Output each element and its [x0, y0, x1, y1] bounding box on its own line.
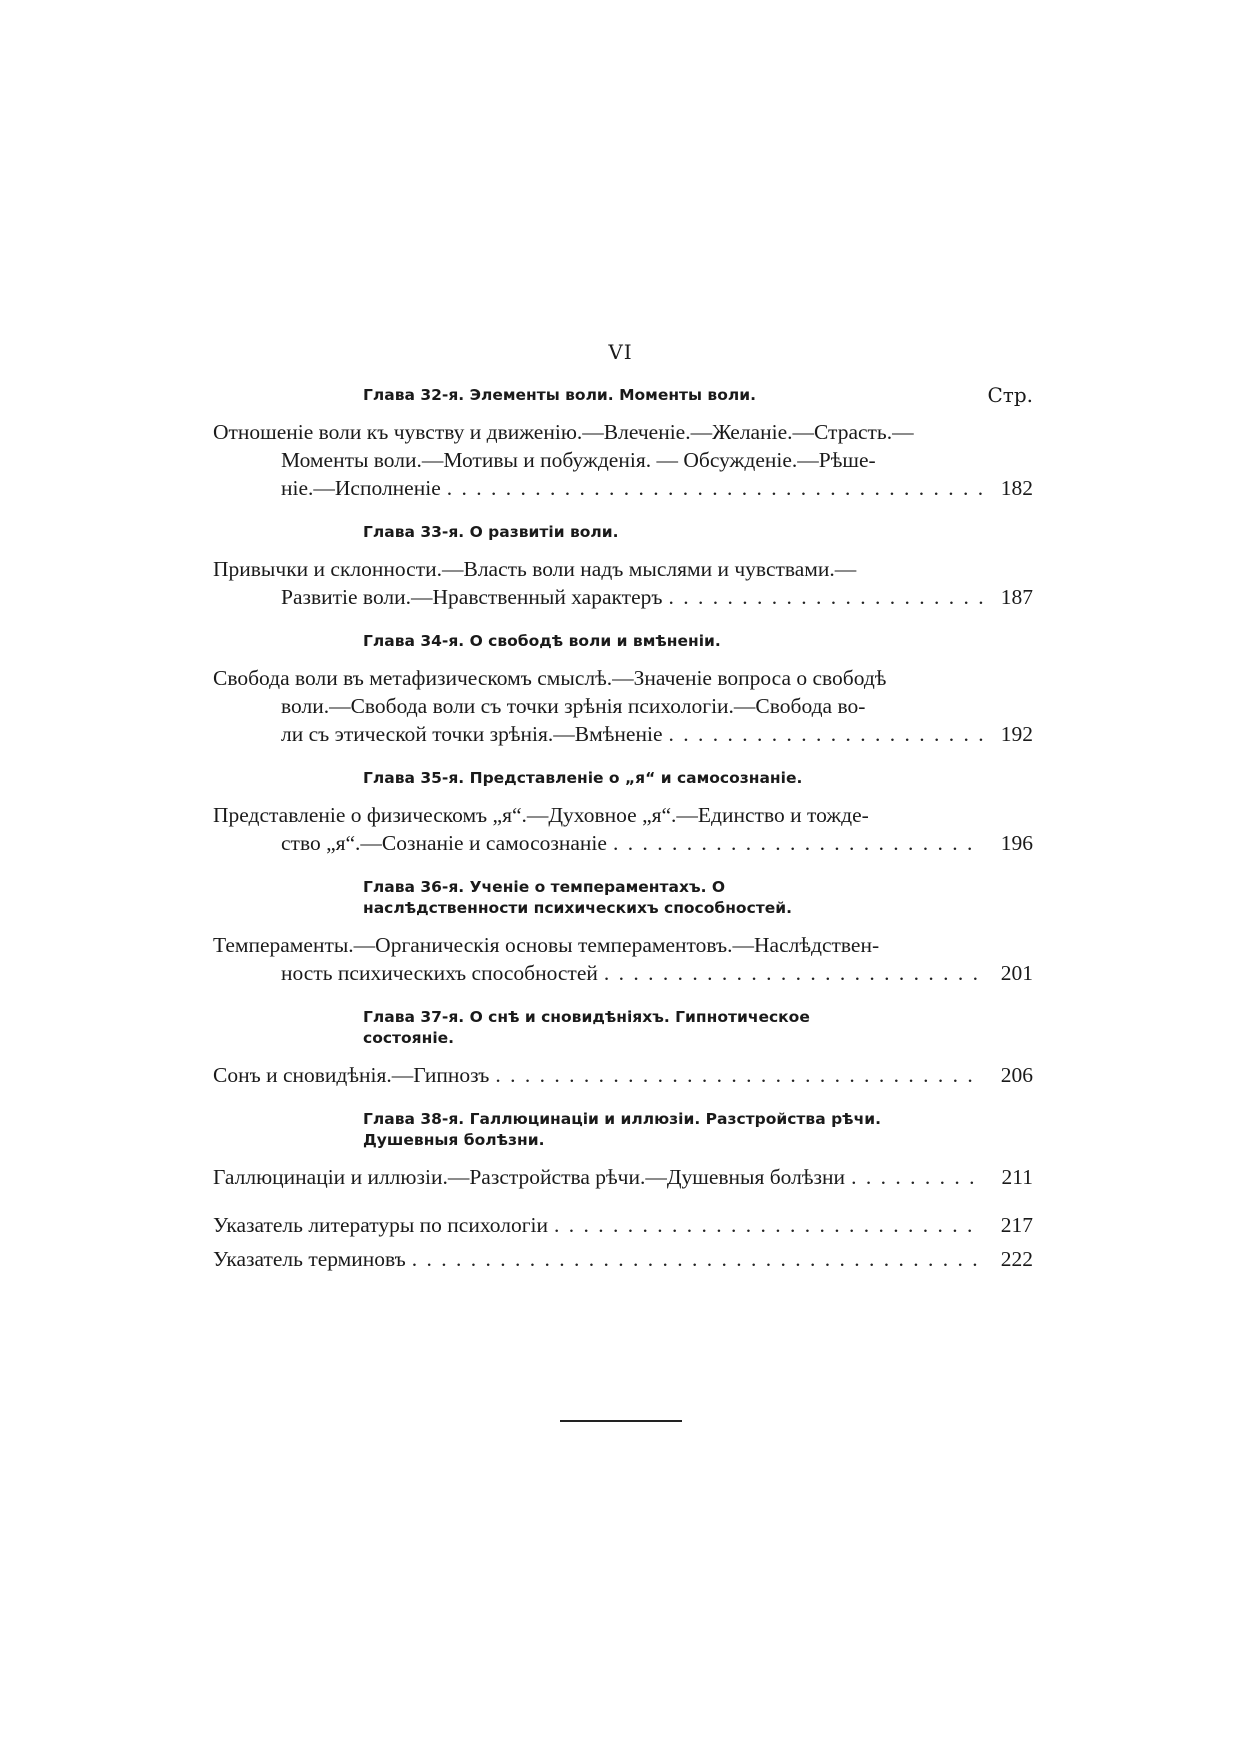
entry-text: ство „я“.—Сознаніе и самосознаніе	[281, 831, 607, 855]
entry-text: Галлюцинаціи и иллюзіи.—Разстройства рѣчи.—Душевныя болѣзни	[213, 1165, 846, 1189]
dot-leader	[851, 1163, 983, 1191]
entry-line	[213, 555, 1033, 583]
page-ref: 222	[1000, 1247, 1033, 1271]
entry-text: Сонъ и сновидѣнія.—Гипнозъ	[213, 1063, 490, 1087]
dot-leader	[447, 474, 983, 502]
chapter-heading-text: Глава 32-я. Элементы воли. Моменты воли.	[363, 386, 756, 404]
page-ref: 196	[1000, 831, 1033, 855]
chapter-heading	[213, 877, 1033, 919]
page-ref: 206	[1000, 1063, 1033, 1087]
chapter-entry	[213, 1163, 1033, 1191]
entry-text: Отношеніе воли къ чувству и движенію.—Влеченіе.—Желаніе.—Страсть.—	[213, 420, 914, 444]
entry-line-last	[213, 720, 1033, 748]
chapter-heading	[213, 1007, 1033, 1049]
chapter-entry	[213, 931, 1033, 987]
entry-text: Моменты воли.—Мотивы и побужденія. — Обсужденіе.—Рѣше-	[281, 448, 876, 472]
chapter-heading-text: Глава 33-я. О развитіи воли.	[363, 523, 619, 541]
page-ref: 201	[1000, 961, 1033, 985]
entry-line-last	[213, 959, 1033, 987]
chapter-heading	[213, 768, 1033, 789]
dot-leader	[668, 583, 983, 611]
dot-leader	[554, 1211, 983, 1239]
entry-text: Развитіе воли.—Нравственный характеръ	[281, 585, 663, 609]
entry-text: Привычки и склонности.—Власть воли надъ мыслями и чувствами.—	[213, 557, 857, 581]
chapter-entry	[213, 418, 1033, 502]
chapter-36	[213, 877, 1033, 987]
chapter-heading	[213, 631, 1033, 652]
chapter-32	[213, 385, 1033, 502]
chapter-entry	[213, 801, 1033, 857]
chapter-38	[213, 1109, 1033, 1191]
chapter-heading-text: Глава 36-я. Ученіе о темпераментахъ. О наслѣдственности психическихъ способностей.	[363, 878, 792, 917]
page-ref: 182	[1000, 476, 1033, 500]
entry-text: Свобода воли въ метафизическомъ смыслѣ.—Значеніе вопроса о свободѣ	[213, 666, 887, 690]
entry-text: ніе.—Исполненіе	[281, 476, 441, 500]
entry-line	[213, 692, 1033, 720]
page-ref: 192	[1000, 722, 1033, 746]
chapter-entry	[213, 555, 1033, 611]
entry-line	[213, 664, 1033, 692]
entry-line-last	[213, 1061, 1033, 1089]
chapter-heading-text: Глава 35-я. Представленіе о „я“ и самосознаніе.	[363, 769, 803, 787]
entry-text: Представленіе о физическомъ „я“.—Духовное „я“.—Единство и тожде-	[213, 803, 869, 827]
entry-line	[213, 446, 1033, 474]
entry-line-last	[213, 829, 1033, 857]
dot-leader	[669, 720, 984, 748]
chapter-heading	[213, 385, 1033, 406]
table-of-contents	[213, 385, 1033, 1279]
entry-line-last	[213, 474, 1033, 502]
chapter-37	[213, 1007, 1033, 1089]
entry-text: Темпераменты.—Органическія основы темпераментовъ.—Наслѣдствен-	[213, 933, 880, 957]
page-number: VI	[608, 340, 633, 364]
chapter-entry	[213, 1061, 1033, 1089]
entry-line-last	[213, 1163, 1033, 1191]
entry-line	[213, 931, 1033, 959]
entry-text: Указатель терминовъ	[213, 1247, 406, 1271]
chapter-entry	[213, 664, 1033, 748]
index-entry-literature	[213, 1211, 1033, 1239]
page-ref: 217	[1000, 1213, 1033, 1237]
end-rule-divider	[560, 1420, 682, 1422]
entry-text: воли.—Свобода воли съ точки зрѣнія психологіи.—Свобода во-	[281, 694, 866, 718]
chapter-heading	[213, 1109, 1033, 1151]
entry-line-last	[213, 583, 1033, 611]
index-entry-terms	[213, 1245, 1033, 1273]
page-ref: 211	[1001, 1165, 1033, 1189]
index-entries	[213, 1211, 1033, 1273]
dot-leader	[604, 959, 983, 987]
entry-text: ность психическихъ способностей	[281, 961, 598, 985]
dot-leader	[412, 1245, 983, 1273]
entry-text: ли съ этической точки зрѣнія.—Вмѣненіе	[281, 722, 663, 746]
entry-text: Указатель литературы по психологіи	[213, 1213, 549, 1237]
chapter-heading-text: Глава 34-я. О свободѣ воли и вмѣненіи.	[363, 632, 721, 650]
chapter-33	[213, 522, 1033, 611]
chapter-heading-text: Глава 37-я. О снѣ и сновидѣніяхъ. Гипнотическое состояніе.	[363, 1008, 810, 1047]
chapter-heading-text: Глава 38-я. Галлюцинаціи и иллюзіи. Разстройства рѣчи. Душевныя болѣзни.	[363, 1110, 881, 1149]
dot-leader	[495, 1061, 983, 1089]
chapter-35	[213, 768, 1033, 857]
dot-leader	[613, 829, 983, 857]
chapter-34	[213, 631, 1033, 748]
entry-line	[213, 801, 1033, 829]
chapter-heading	[213, 522, 1033, 543]
entry-line	[213, 418, 1033, 446]
page-ref: 187	[1000, 585, 1033, 609]
page-column-label: Стр.	[987, 383, 1033, 407]
